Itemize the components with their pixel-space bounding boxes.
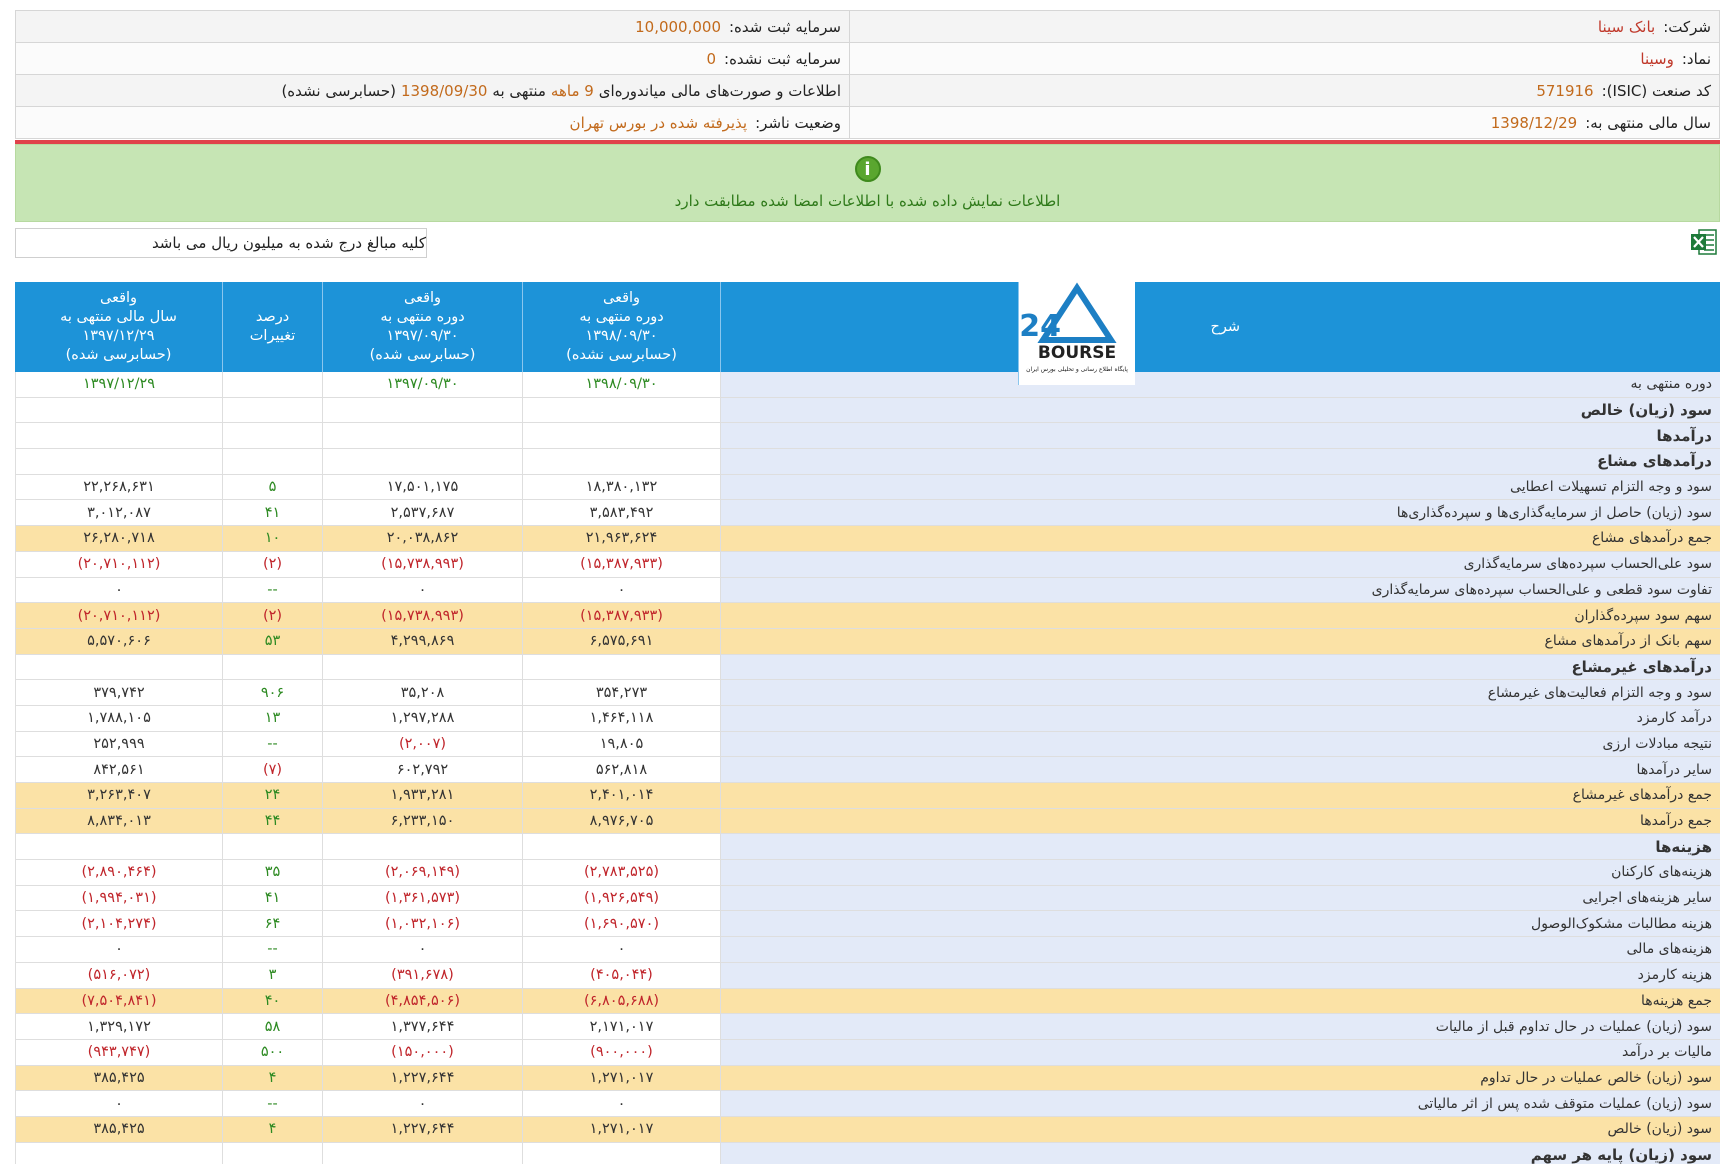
table-row <box>15 629 1720 655</box>
symbol-value[interactable]: وسینا <box>1640 49 1674 68</box>
row-desc: سود علی‌الحساب سپرده‌های سرمایه‌گذاری <box>720 552 1720 577</box>
row-value-1397-12: ۳۷۹,۷۴۲ <box>15 680 222 705</box>
symbol-cell <box>849 43 1719 74</box>
row-value-1397-12: ۳۸۵,۴۲۵ <box>15 1066 222 1091</box>
header-col1 <box>522 282 720 372</box>
table-header <box>15 282 1720 372</box>
row-value-1397-09 <box>322 398 522 423</box>
statement-months: 9 ماهه <box>550 81 594 100</box>
row-value-1398-09: ۲,۴۰۱,۰۱۴ <box>522 783 720 808</box>
statement-suffix: (حسابرسی نشده) <box>281 81 396 100</box>
row-desc: تفاوت سود قطعی و علی‌الحساب سپرده‌های سرمایه‌گذاری <box>720 578 1720 603</box>
statement-title-cell <box>16 75 849 106</box>
row-value-1398-09: ۳۵۴,۲۷۳ <box>522 680 720 705</box>
publisher-status-cell <box>16 107 849 138</box>
registered-capital-value: 10,000,000 <box>635 17 721 36</box>
table-row <box>15 680 1720 706</box>
table-row <box>15 578 1720 604</box>
row-value-1398-09: ۳,۵۸۳,۴۹۲ <box>522 500 720 525</box>
row-change-percent: ۹۰۶ <box>222 680 322 705</box>
isic-cell <box>849 75 1719 106</box>
row-value-1397-12: (۲,۸۹۰,۴۶۴) <box>15 860 222 885</box>
row-change-percent: ۱۰ <box>222 526 322 551</box>
row-desc: درآمدهای غیرمشاع <box>720 655 1720 680</box>
row-value-1397-12: ۳,۲۶۳,۴۰۷ <box>15 783 222 808</box>
row-value-1397-09 <box>322 449 522 474</box>
row-change-percent: -- <box>222 1091 322 1116</box>
row-value-1397-09 <box>322 423 522 448</box>
row-value-1397-12: ۲۵۲,۹۹۹ <box>15 732 222 757</box>
row-value-1398-09: (۹۰۰,۰۰۰) <box>522 1040 720 1065</box>
row-change-percent: ۱۳ <box>222 706 322 731</box>
row-value-1398-09: ۵۶۲,۸۱۸ <box>522 757 720 782</box>
row-value-1397-09: ۴,۲۹۹,۸۶۹ <box>322 629 522 654</box>
row-value-1397-09: ۱,۲۹۷,۲۸۸ <box>322 706 522 731</box>
row-value-1397-09: (۴,۸۵۴,۵۰۶) <box>322 989 522 1014</box>
units-text: کلیه مبالغ درج شده به میلیون ریال می باشد <box>151 234 426 252</box>
header-desc-label: شرح <box>1210 318 1240 335</box>
row-desc: جمع درآمدها <box>720 809 1720 834</box>
row-change-percent: (۷) <box>222 757 322 782</box>
svg-text:24: 24 <box>1018 309 1061 344</box>
info-icon: i <box>855 156 881 182</box>
table-row <box>15 1040 1720 1066</box>
row-change-percent: ۴۱ <box>222 500 322 525</box>
row-change-percent <box>222 834 322 859</box>
row-value-1397-09: (۱۵۰,۰۰۰) <box>322 1040 522 1065</box>
unregistered-capital-value: 0 <box>706 49 717 68</box>
row-value-1397-12: (۷,۵۰۴,۸۴۱) <box>15 989 222 1014</box>
row-value-1397-12: (۹۴۳,۷۴۷) <box>15 1040 222 1065</box>
table-row <box>15 1014 1720 1040</box>
row-value-1397-09: ۳۵,۲۰۸ <box>322 680 522 705</box>
row-value-1398-09: ۱,۲۷۱,۰۱۷ <box>522 1117 720 1142</box>
row-desc: سایر هزینه‌های اجرایی <box>720 886 1720 911</box>
row-value-1397-12: ۰ <box>15 1091 222 1116</box>
row-value-1398-09 <box>522 423 720 448</box>
row-desc: سود (زیان) پایه هر سهم <box>720 1143 1720 1164</box>
row-value-1397-12: (۲,۱۰۴,۲۷۴) <box>15 911 222 936</box>
row-value-1397-12: (۵۱۶,۰۷۲) <box>15 963 222 988</box>
statement-prefix: اطلاعات و صورت‌های مالی میاندوره‌ای <box>598 81 841 100</box>
row-value-1397-09: (۲,۰۶۹,۱۴۹) <box>322 860 522 885</box>
header-col2-line3: ۱۳۹۷/۰۹/۳۰ <box>386 328 459 344</box>
table-row <box>15 1091 1720 1117</box>
row-value-1397-12: ۱۳۹۷/۱۲/۲۹ <box>15 372 222 397</box>
row-value-1397-12: ۲۲,۲۶۸,۶۳۱ <box>15 475 222 500</box>
company-value[interactable]: بانک سینا <box>1597 17 1656 36</box>
row-value-1397-12: (۲۰,۷۱۰,۱۱۲) <box>15 552 222 577</box>
row-value-1398-09: ۶,۵۷۵,۶۹۱ <box>522 629 720 654</box>
row-change-percent <box>222 372 322 397</box>
row-value-1397-09: (۲,۰۰۷) <box>322 732 522 757</box>
row-desc: درآمد کارمزد <box>720 706 1720 731</box>
table-row <box>15 552 1720 578</box>
header-col1-line2: دوره منتهی به <box>579 309 664 325</box>
header-col4 <box>15 282 222 372</box>
header-col3 <box>222 282 322 372</box>
row-desc: نتیجه مبادلات ارزی <box>720 732 1720 757</box>
row-value-1397-09: ۲۰,۰۳۸,۸۶۲ <box>322 526 522 551</box>
table-row <box>15 860 1720 886</box>
header-col3-line2: تغییرات <box>249 328 296 344</box>
table-row <box>15 500 1720 526</box>
header-col4-line1: واقعی <box>99 290 138 306</box>
table-row <box>15 655 1720 681</box>
row-value-1397-12: (۲۰,۷۱۰,۱۱۲) <box>15 603 222 628</box>
table-row <box>15 911 1720 937</box>
header-col2-line1: واقعی <box>403 290 442 306</box>
row-value-1397-09 <box>322 834 522 859</box>
row-change-percent: ۵۸ <box>222 1014 322 1039</box>
row-change-percent: ۲۴ <box>222 783 322 808</box>
row-value-1398-09 <box>522 834 720 859</box>
row-change-percent <box>222 1143 322 1164</box>
row-desc: سود (زیان) عملیات در حال تداوم قبل از مالیات <box>720 1014 1720 1039</box>
table-row <box>15 937 1720 963</box>
row-value-1397-09: ۰ <box>322 1091 522 1116</box>
isic-label: کد صنعت (ISIC): <box>1601 81 1711 100</box>
row-value-1397-09: ۱,۲۲۷,۶۴۴ <box>322 1066 522 1091</box>
row-value-1398-09: ۲,۱۷۱,۰۱۷ <box>522 1014 720 1039</box>
header-col1-line3: ۱۳۹۸/۰۹/۳۰ <box>585 328 658 344</box>
row-value-1398-09: ۱,۴۶۴,۱۱۸ <box>522 706 720 731</box>
company-cell <box>849 11 1719 42</box>
table-row <box>15 732 1720 758</box>
row-change-percent: ۳ <box>222 963 322 988</box>
unregistered-capital-label: سرمایه ثبت نشده: <box>724 49 841 68</box>
row-change-percent: ۴۴ <box>222 809 322 834</box>
row-value-1398-09: (۲,۷۸۳,۵۲۵) <box>522 860 720 885</box>
row-desc: جمع درآمدهای غیرمشاع <box>720 783 1720 808</box>
symbol-label: نماد: <box>1681 49 1711 68</box>
units-note <box>15 228 427 258</box>
table-body <box>15 372 1720 1164</box>
row-value-1398-09: ۱,۲۷۱,۰۱۷ <box>522 1066 720 1091</box>
row-value-1397-12 <box>15 655 222 680</box>
row-value-1397-09: ۰ <box>322 937 522 962</box>
row-change-percent <box>222 655 322 680</box>
row-value-1397-12: ۸,۸۳۴,۰۱۳ <box>15 809 222 834</box>
table-row <box>15 398 1720 424</box>
row-value-1398-09 <box>522 449 720 474</box>
row-value-1398-09: ۲۱,۹۶۳,۶۲۴ <box>522 526 720 551</box>
row-value-1398-09: ۰ <box>522 937 720 962</box>
header-col2-line4: (حسابرسی شده) <box>369 347 476 363</box>
row-change-percent <box>222 449 322 474</box>
row-value-1397-09: (۱,۳۶۱,۵۷۳) <box>322 886 522 911</box>
row-value-1398-09: ۰ <box>522 1091 720 1116</box>
company-info-table <box>15 10 1720 139</box>
statement-mid: منتهی به <box>492 81 546 100</box>
header-col4-line4: (حسابرسی شده) <box>65 347 172 363</box>
row-change-percent: (۲) <box>222 603 322 628</box>
row-change-percent: ۴۱ <box>222 886 322 911</box>
row-desc: سود و وجه التزام فعالیت‌های غیرمشاع <box>720 680 1720 705</box>
row-value-1398-09: ۸,۹۷۶,۷۰۵ <box>522 809 720 834</box>
publisher-status-value: پذیرفته شده در بورس تهران <box>569 113 748 132</box>
table-row <box>15 757 1720 783</box>
row-change-percent: (۲) <box>222 552 322 577</box>
notice-text: اطلاعات نمایش داده شده با اطلاعات امضا شده مطابقت دارد <box>674 192 1061 210</box>
fiscal-year-value: 1398/12/29 <box>1490 113 1578 132</box>
table-row <box>15 449 1720 475</box>
row-value-1397-12: ۰ <box>15 937 222 962</box>
row-change-percent <box>222 398 322 423</box>
row-value-1398-09: (۱,۶۹۰,۵۷۰) <box>522 911 720 936</box>
row-value-1398-09 <box>522 655 720 680</box>
row-change-percent: ۵۳ <box>222 629 322 654</box>
row-change-percent: ۵ <box>222 475 322 500</box>
row-desc: سود (زیان) خالص <box>720 1117 1720 1142</box>
row-value-1397-09: ۱,۳۷۷,۶۴۴ <box>322 1014 522 1039</box>
row-value-1397-09 <box>322 655 522 680</box>
row-value-1398-09 <box>522 398 720 423</box>
table-row <box>15 603 1720 629</box>
row-value-1398-09: (۱۵,۳۸۷,۹۳۳) <box>522 552 720 577</box>
row-desc: هزینه‌های مالی <box>720 937 1720 962</box>
row-value-1397-12: ۵,۵۷۰,۶۰۶ <box>15 629 222 654</box>
row-desc: سهم سود سپرده‌گذاران <box>720 603 1720 628</box>
row-change-percent: -- <box>222 732 322 757</box>
header-col4-line2: سال مالی منتهی به <box>60 309 177 325</box>
row-value-1397-09: (۱۵,۷۳۸,۹۹۳) <box>322 603 522 628</box>
row-value-1397-09: ۰ <box>322 578 522 603</box>
row-value-1397-12: ۰ <box>15 578 222 603</box>
row-value-1398-09: (۴۰۵,۰۴۴) <box>522 963 720 988</box>
table-row <box>15 1143 1720 1164</box>
table-row <box>15 706 1720 732</box>
row-value-1398-09: (۶,۸۰۵,۶۸۸) <box>522 989 720 1014</box>
row-value-1397-12 <box>15 834 222 859</box>
info-row-symbol <box>16 43 1719 75</box>
registered-capital-cell <box>16 11 849 42</box>
row-value-1397-09: ۱,۲۲۷,۶۴۴ <box>322 1117 522 1142</box>
info-row-fiscal-year <box>16 107 1719 139</box>
unregistered-capital-cell <box>16 43 849 74</box>
row-desc: درآمدها <box>720 423 1720 448</box>
bourse-logo <box>1018 282 1135 385</box>
excel-export-icon[interactable] <box>1690 228 1718 256</box>
row-value-1397-12: ۳,۰۱۲,۰۸۷ <box>15 500 222 525</box>
statement-date: 1398/09/30 <box>400 81 488 100</box>
row-value-1398-09: (۱۵,۳۸۷,۹۳۳) <box>522 603 720 628</box>
row-desc: جمع درآمدهای مشاع <box>720 526 1720 551</box>
logo-subtitle: پایگاه اطلاع رسانی و تحلیلی بورس ایران <box>1025 366 1128 373</box>
header-col2 <box>322 282 522 372</box>
table-row <box>15 372 1720 398</box>
row-desc: هزینه مطالبات مشکوک‌الوصول <box>720 911 1720 936</box>
row-desc: سهم بانک از درآمدهای مشاع <box>720 629 1720 654</box>
row-value-1397-12 <box>15 398 222 423</box>
row-desc: هزینه کارمزد <box>720 963 1720 988</box>
row-desc: سود و وجه التزام تسهیلات اعطایی <box>720 475 1720 500</box>
row-value-1397-12: ۸۴۲,۵۶۱ <box>15 757 222 782</box>
isic-value: 571916 <box>1536 81 1594 100</box>
row-desc: هزینه‌ها <box>720 834 1720 859</box>
info-row-isic <box>16 75 1719 107</box>
row-change-percent <box>222 423 322 448</box>
header-col2-line2: دوره منتهی به <box>380 309 465 325</box>
row-value-1397-09 <box>322 1143 522 1164</box>
row-desc: سود (زیان) خالص عملیات در حال تداوم <box>720 1066 1720 1091</box>
row-change-percent: ۶۴ <box>222 911 322 936</box>
row-change-percent: ۴ <box>222 1066 322 1091</box>
row-value-1397-09: ۱۳۹۷/۰۹/۳۰ <box>322 372 522 397</box>
row-desc: سود (زیان) خالص <box>720 398 1720 423</box>
row-desc: هزینه‌های کارکنان <box>720 860 1720 885</box>
fiscal-year-cell <box>849 107 1719 138</box>
table-row <box>15 526 1720 552</box>
row-value-1397-12: ۱,۷۸۸,۱۰۵ <box>15 706 222 731</box>
row-value-1397-09: (۳۹۱,۶۷۸) <box>322 963 522 988</box>
fiscal-year-label: سال مالی منتهی به: <box>1585 113 1711 132</box>
header-col3-line1: درصد <box>255 309 290 325</box>
row-value-1397-12 <box>15 449 222 474</box>
table-row <box>15 1066 1720 1092</box>
row-value-1397-09: (۱,۰۳۲,۱۰۶) <box>322 911 522 936</box>
verification-notice <box>15 144 1720 222</box>
header-col1-line4: (حسابرسی نشده) <box>566 347 677 363</box>
row-value-1398-09 <box>522 1143 720 1164</box>
row-value-1397-09: ۶۰۲,۷۹۲ <box>322 757 522 782</box>
row-value-1397-12 <box>15 1143 222 1164</box>
row-value-1397-12: ۲۶,۲۸۰,۷۱۸ <box>15 526 222 551</box>
row-desc: سود (زیان) عملیات متوقف شده پس از اثر مالیاتی <box>720 1091 1720 1116</box>
table-row <box>15 1117 1720 1143</box>
row-value-1397-09: ۱۷,۵۰۱,۱۷۵ <box>322 475 522 500</box>
table-row <box>15 423 1720 449</box>
row-value-1397-12 <box>15 423 222 448</box>
row-change-percent: ۳۵ <box>222 860 322 885</box>
row-value-1397-12: (۱,۹۹۴,۰۳۱) <box>15 886 222 911</box>
income-statement-table <box>15 282 1720 1164</box>
row-value-1398-09: ۱۳۹۸/۰۹/۳۰ <box>522 372 720 397</box>
row-value-1397-12: ۱,۳۲۹,۱۷۲ <box>15 1014 222 1039</box>
row-value-1397-12: ۳۸۵,۴۲۵ <box>15 1117 222 1142</box>
row-change-percent: ۴۰ <box>222 989 322 1014</box>
table-row <box>15 963 1720 989</box>
row-desc: سود (زیان) حاصل از سرمایه‌گذاری‌ها و سپرده‌گذاری‌ها <box>720 500 1720 525</box>
table-row <box>15 834 1720 860</box>
row-change-percent: -- <box>222 578 322 603</box>
logo-text: BOURSE <box>1037 343 1116 363</box>
row-desc: جمع هزینه‌ها <box>720 989 1720 1014</box>
header-col4-line3: ۱۳۹۷/۱۲/۲۹ <box>82 328 155 344</box>
table-row <box>15 475 1720 501</box>
row-change-percent: ۴ <box>222 1117 322 1142</box>
row-value-1398-09: ۱۹,۸۰۵ <box>522 732 720 757</box>
row-value-1397-09: ۶,۲۳۳,۱۵۰ <box>322 809 522 834</box>
company-label: شرکت: <box>1663 17 1711 36</box>
table-row <box>15 809 1720 835</box>
row-desc: درآمدهای مشاع <box>720 449 1720 474</box>
info-row-company <box>16 11 1719 43</box>
row-value-1398-09: (۱,۹۲۶,۵۴۹) <box>522 886 720 911</box>
table-row <box>15 989 1720 1015</box>
table-row <box>15 783 1720 809</box>
row-value-1397-09: (۱۵,۷۳۸,۹۹۳) <box>322 552 522 577</box>
row-value-1398-09: ۰ <box>522 578 720 603</box>
row-desc: دوره منتهی به <box>720 372 1720 397</box>
header-desc <box>720 282 1720 372</box>
publisher-status-label: وضعیت ناشر: <box>755 113 841 132</box>
row-desc: سایر درآمدها <box>720 757 1720 782</box>
row-value-1397-09: ۲,۵۳۷,۶۸۷ <box>322 500 522 525</box>
row-desc: مالیات بر درآمد <box>720 1040 1720 1065</box>
table-row <box>15 886 1720 912</box>
row-change-percent: ۵۰۰ <box>222 1040 322 1065</box>
registered-capital-label: سرمایه ثبت شده: <box>729 17 841 36</box>
row-change-percent: -- <box>222 937 322 962</box>
header-col1-line1: واقعی <box>602 290 641 306</box>
row-value-1398-09: ۱۸,۳۸۰,۱۳۲ <box>522 475 720 500</box>
row-value-1397-09: ۱,۹۳۳,۲۸۱ <box>322 783 522 808</box>
